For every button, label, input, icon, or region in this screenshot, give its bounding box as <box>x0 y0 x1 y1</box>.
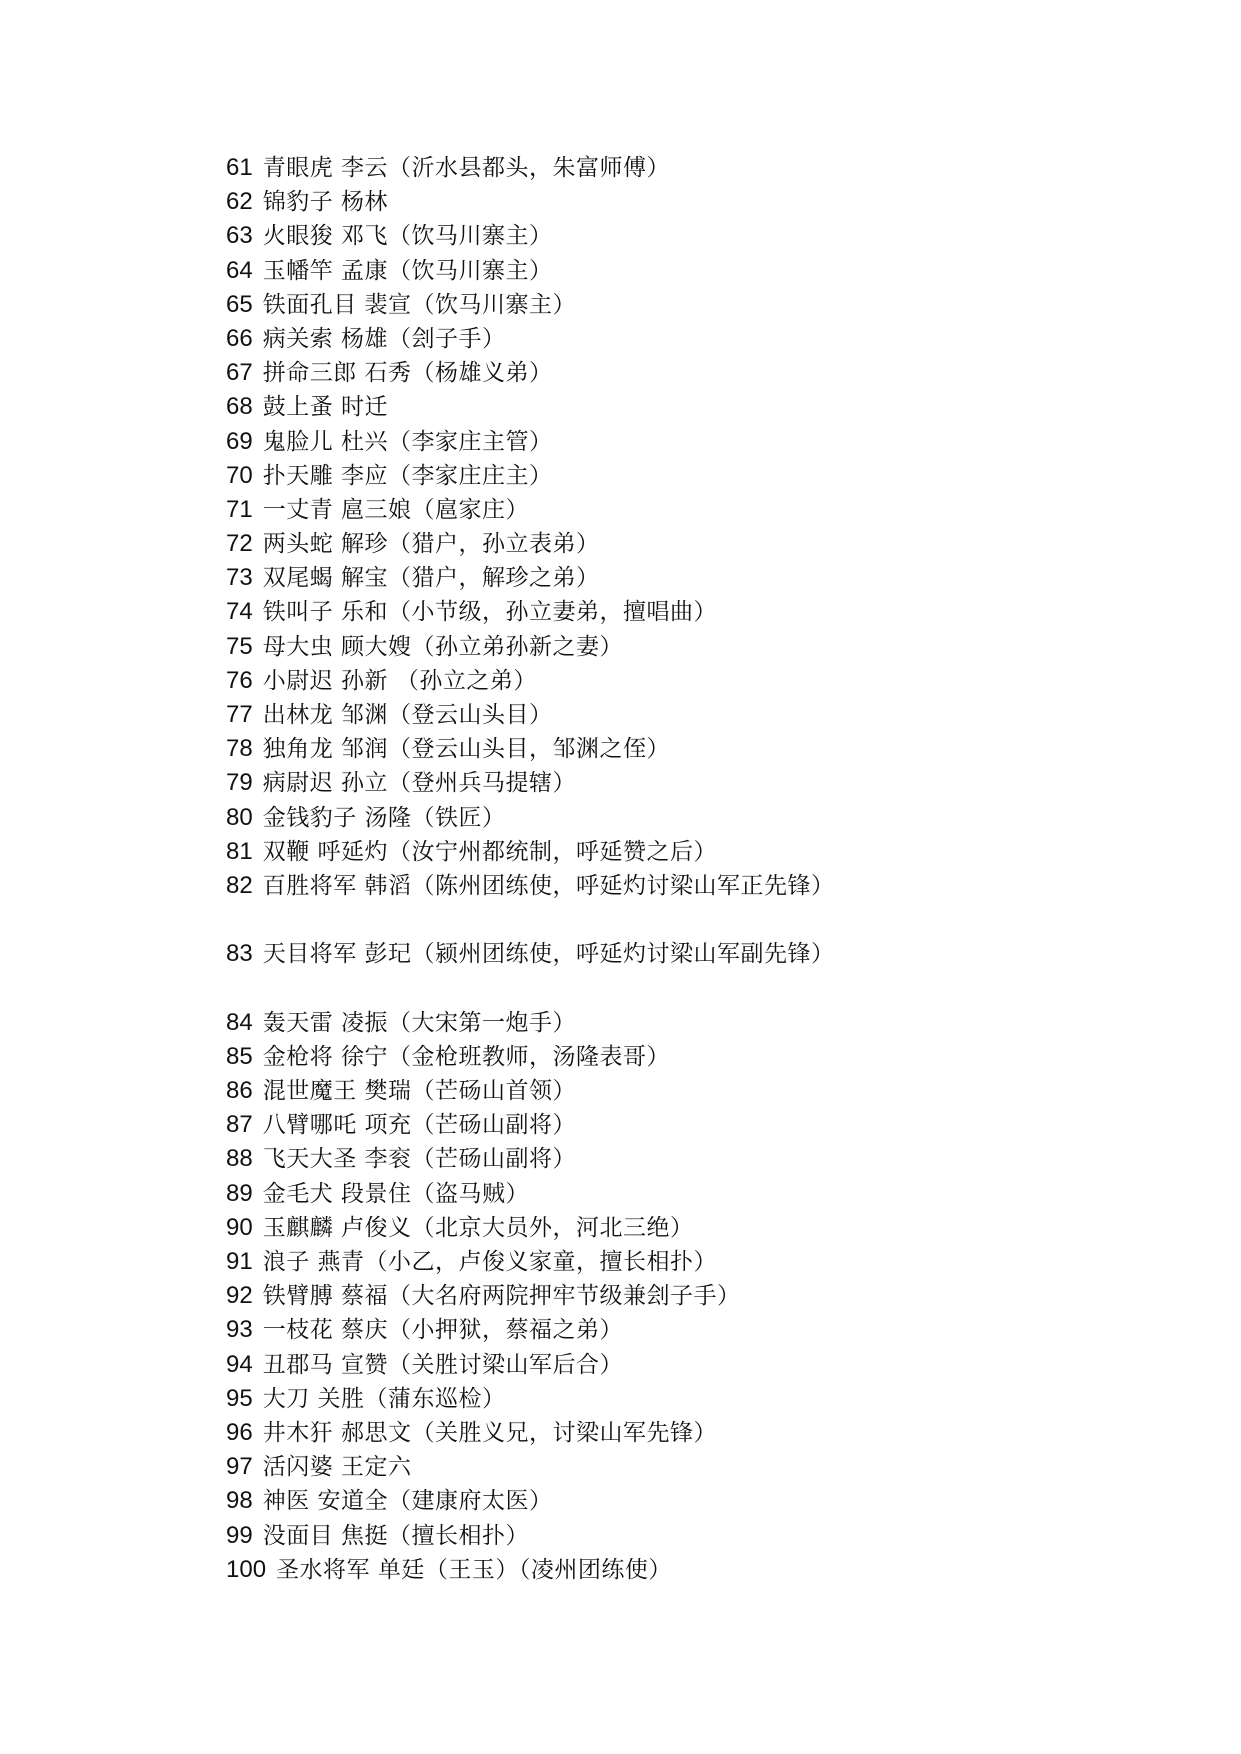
list-item <box>226 664 1186 698</box>
list-item <box>226 1416 1186 1450</box>
list-item <box>226 425 1186 459</box>
list-item <box>226 1519 1186 1553</box>
list-item <box>226 151 1186 185</box>
list-item <box>226 322 1186 356</box>
entry-text: 百胜将军 韩滔（陈州团练使，呼延灼讨梁山军正先锋） <box>262 872 835 899</box>
list-item <box>226 698 1186 732</box>
entry-number: 86 <box>226 1077 253 1105</box>
list-item <box>226 937 1186 971</box>
entry-number: 89 <box>226 1179 253 1207</box>
list-item <box>226 732 1186 766</box>
entry-text: 天目将军 彭玘（颍州团练使，呼延灼讨梁山军副先锋） <box>262 941 835 968</box>
entry-text: 病关索 杨雄（刽子手） <box>262 325 506 352</box>
entry-number: 65 <box>226 290 253 318</box>
entry-number: 77 <box>226 701 253 728</box>
entry-text: 母大虫 顾大嫂（孙立弟孙新之妻） <box>262 633 624 660</box>
list-item <box>226 356 1186 390</box>
entry-text: 丑郡马 宣赞（关胜讨梁山军后合） <box>262 1351 624 1378</box>
entry-number: 87 <box>226 1111 253 1139</box>
entry-text: 铁臂膊 蔡福（大名府两院押牢节级兼刽子手） <box>262 1283 741 1310</box>
entry-text: 独角龙 邹润（登云山头目，邹渊之侄） <box>262 736 671 763</box>
entry-text: 活闪婆 王定六 <box>262 1454 412 1481</box>
entry-text: 扑天雕 李应（李家庄庄主） <box>262 462 553 489</box>
entry-number: 91 <box>226 1248 253 1275</box>
entry-number: 90 <box>226 1213 253 1241</box>
entry-text: 混世魔王 樊瑞（芒砀山首领） <box>262 1078 577 1105</box>
entry-number: 92 <box>226 1282 253 1310</box>
entry-text: 青眼虎 李云（沂水县都头，朱富师傅） <box>262 155 671 181</box>
entry-text: 鬼脸儿 杜兴（李家庄主管） <box>262 428 553 455</box>
list-item <box>226 1108 1186 1142</box>
entry-text: 两头蛇 解珍（猎户，孙立表弟） <box>262 531 600 558</box>
entry-number: 64 <box>226 256 253 284</box>
entry-number: 78 <box>226 735 253 763</box>
entry-text: 小尉迟 孙新 （孙立之弟） <box>262 667 537 694</box>
entry-text: 一丈青 扈三娘（扈家庄） <box>262 496 530 523</box>
entry-number: 73 <box>226 564 253 592</box>
entry-number: 81 <box>226 837 253 865</box>
entry-text: 铁面孔目 裴宣（饮马川寨主） <box>262 291 577 318</box>
entry-number: 88 <box>226 1145 253 1173</box>
entry-text: 拼命三郎 石秀（杨雄义弟） <box>262 360 553 387</box>
entry-text: 圣水将军 单廷（王玉）（凌州团练使） <box>276 1556 672 1583</box>
entry-number: 63 <box>226 222 253 250</box>
entry-number: 85 <box>226 1042 253 1070</box>
list-item <box>226 1006 1186 1040</box>
list-item <box>226 1279 1186 1313</box>
entry-text: 火眼狻 邓飞（饮马川寨主） <box>262 223 553 250</box>
entry-text: 八臂哪吒 项充（芒砀山副将） <box>262 1112 577 1139</box>
list-item <box>226 1553 1186 1587</box>
list-item <box>226 1211 1186 1245</box>
entry-text: 锦豹子 杨林 <box>262 189 389 216</box>
list-item <box>226 219 1186 253</box>
entry-number: 100 <box>226 1555 267 1583</box>
entry-number: 61 <box>226 154 253 181</box>
list-item <box>226 527 1186 561</box>
list-item <box>226 493 1186 527</box>
list-item <box>226 1074 1186 1108</box>
list-item <box>226 595 1186 629</box>
entry-text: 浪子 燕青（小乙，卢俊义家童，擅长相扑） <box>262 1249 718 1275</box>
entry-number: 83 <box>226 940 253 968</box>
list-item <box>226 185 1186 219</box>
list-item <box>226 561 1186 595</box>
entry-number: 72 <box>226 530 253 558</box>
entry-number: 99 <box>226 1521 253 1549</box>
list-item <box>226 390 1186 424</box>
list-item <box>226 1177 1186 1211</box>
entry-number: 76 <box>226 666 253 694</box>
entry-number: 98 <box>226 1487 253 1515</box>
entry-number: 66 <box>226 324 253 352</box>
list-item <box>226 254 1186 288</box>
list-item <box>226 630 1186 664</box>
list-item <box>226 1484 1186 1518</box>
entry-text: 玉幡竿 孟康（饮马川寨主） <box>262 257 553 284</box>
entry-text: 鼓上蚤 时迁 <box>262 394 389 421</box>
entry-number: 94 <box>226 1350 253 1378</box>
list-item <box>226 459 1186 493</box>
entry-text: 神医 安道全（建康府太医） <box>262 1488 553 1515</box>
entry-text: 病尉迟 孙立（登州兵马提辖） <box>262 770 577 797</box>
entry-number: 62 <box>226 188 253 216</box>
entry-number: 79 <box>226 769 253 797</box>
entry-text: 飞天大圣 李衮（芒砀山副将） <box>262 1146 577 1173</box>
entry-number: 80 <box>226 803 253 831</box>
entry-text: 金毛犬 段景住（盗马贼） <box>262 1180 530 1207</box>
list-item <box>226 801 1186 835</box>
entry-text: 双尾蝎 解宝（猎户，解珍之弟） <box>262 565 600 592</box>
entry-text: 井木犴 郝思文（关胜义兄，讨梁山军先锋） <box>262 1419 718 1446</box>
entry-number: 69 <box>226 427 253 455</box>
entry-text: 大刀 关胜（蒲东巡检） <box>262 1385 506 1412</box>
character-list <box>226 151 1186 1587</box>
entry-text: 金枪将 徐宁（金枪班教师，汤隆表哥） <box>262 1043 671 1070</box>
entry-text: 双鞭 呼延灼（汝宁州都统制，呼延赞之后） <box>262 838 718 865</box>
list-item <box>226 1313 1186 1347</box>
list-item <box>226 288 1186 322</box>
entry-number: 67 <box>226 359 253 387</box>
list-item <box>226 1382 1186 1416</box>
list-item <box>226 1142 1186 1176</box>
entry-number: 93 <box>226 1316 253 1344</box>
entry-number: 71 <box>226 495 253 523</box>
entry-text: 玉麒麟 卢俊义（北京大员外，河北三绝） <box>262 1214 694 1241</box>
entry-number: 70 <box>226 461 253 489</box>
entry-number: 95 <box>226 1384 253 1412</box>
entry-text: 一枝花 蔡庆（小押狱，蔡福之弟） <box>262 1317 624 1344</box>
list-item <box>226 1245 1186 1279</box>
entry-text: 轰天雷 凌振（大宋第一炮手） <box>262 1009 577 1036</box>
list-item <box>226 835 1186 869</box>
entry-number: 96 <box>226 1418 253 1446</box>
entry-text: 出林龙 邹渊（登云山头目） <box>262 702 553 728</box>
entry-number: 74 <box>226 598 253 626</box>
entry-text: 金钱豹子 汤隆（铁匠） <box>262 804 506 831</box>
entry-text: 铁叫子 乐和（小节级，孙立妻弟，擅唱曲） <box>262 599 718 626</box>
entry-number: 84 <box>226 1008 253 1036</box>
list-item <box>226 1450 1186 1484</box>
entry-text: 没面目 焦挺（擅长相扑） <box>262 1522 530 1549</box>
list-item <box>226 1348 1186 1382</box>
entry-number: 68 <box>226 393 253 421</box>
list-item <box>226 869 1186 903</box>
entry-number: 97 <box>226 1453 253 1481</box>
entry-number: 75 <box>226 632 253 660</box>
entry-number: 82 <box>226 871 253 899</box>
list-item <box>226 1040 1186 1074</box>
list-item <box>226 766 1186 800</box>
